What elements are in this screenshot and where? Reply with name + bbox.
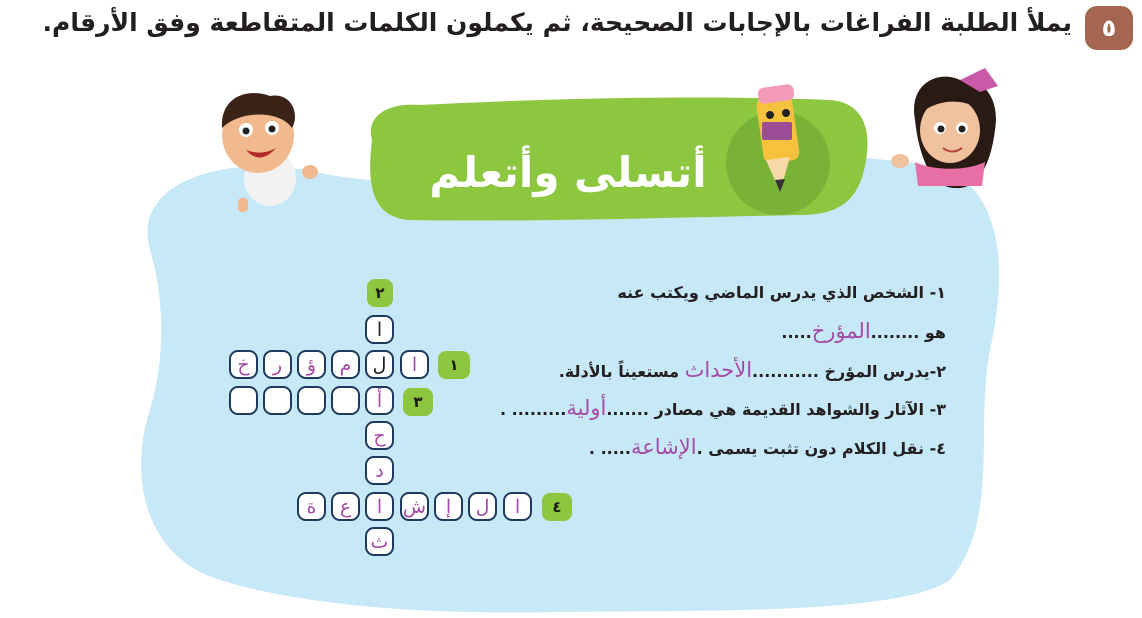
clue-tag-1: ١: [438, 351, 470, 379]
crossword-cell[interactable]: ح: [365, 421, 394, 450]
crossword-cell[interactable]: ؤ: [297, 350, 326, 379]
question-4-dots-before: .: [696, 439, 703, 458]
question-4-prefix: ٤- نقل الكلام دون تثبت يسمى: [708, 439, 946, 458]
question-2: [559, 358, 946, 382]
question-3: [500, 396, 946, 420]
question-3-prefix: ٣- الآثار والشواهد القديمة هي مصادر: [654, 400, 946, 419]
clue-tag-3: ٣: [403, 388, 433, 416]
question-3-dots-after: ......... .: [500, 400, 567, 419]
crossword-cell-empty[interactable]: [331, 386, 360, 415]
question-1-dots-before: ........: [870, 323, 920, 342]
crossword-cell[interactable]: ش: [400, 492, 429, 521]
crossword-cell[interactable]: م: [331, 350, 360, 379]
crossword-cell[interactable]: ر: [263, 350, 292, 379]
crossword-cell[interactable]: إ: [434, 492, 463, 521]
light-blue-cloud: [141, 154, 999, 613]
question-3-dots-before: .......: [606, 400, 649, 419]
question-1-prefix: هو: [924, 323, 946, 342]
crossword-cell[interactable]: خ: [229, 350, 258, 379]
crossword-cell-empty[interactable]: [297, 386, 326, 415]
question-4-answer[interactable]: الإشاعة: [630, 435, 697, 459]
question-2-answer[interactable]: الأحداث: [684, 358, 753, 382]
banner-title: أتسلى وأتعلم: [429, 148, 707, 197]
crossword-cell[interactable]: ة: [297, 492, 326, 521]
exercise-instruction: يملأ الطلبة الفراغات بالإجابات الصحيحة، ثم يكملون الكلمات المتقاطعة وفق الأرقام.: [42, 8, 1072, 37]
question-2-suffix: مستعيناً بالأدلة.: [558, 362, 680, 381]
crossword-cell[interactable]: ا: [365, 315, 394, 344]
question-2-dots: ...........: [752, 362, 819, 381]
crossword-cell[interactable]: ل: [468, 492, 497, 521]
question-4: [589, 435, 946, 459]
crossword-cell[interactable]: أ: [365, 386, 394, 415]
question-1-line-2: [781, 319, 946, 343]
question-1-dots-after: .....: [781, 323, 812, 342]
exercise-number-badge: ٥: [1085, 6, 1133, 50]
question-2-prefix: ٢-يدرس المؤرخ: [824, 362, 946, 381]
crossword-cell-empty[interactable]: [229, 386, 258, 415]
crossword-cell[interactable]: ا: [400, 350, 429, 379]
crossword-cell[interactable]: ل: [365, 350, 394, 379]
crossword-cell[interactable]: ث: [365, 527, 394, 556]
question-4-dots-after: ..... .: [588, 439, 631, 458]
clue-tag-4: ٤: [542, 493, 572, 521]
crossword-cell-empty[interactable]: [263, 386, 292, 415]
question-1-answer[interactable]: المؤرخ: [811, 319, 871, 343]
question-3-answer[interactable]: أولية: [566, 396, 607, 420]
crossword-cell[interactable]: د: [365, 456, 394, 485]
question-1-line-1: [617, 283, 946, 302]
clue-tag-2: ٢: [367, 279, 393, 307]
crossword-cell[interactable]: ا: [365, 492, 394, 521]
question-1-text: ١- الشخص الذي يدرس الماضي ويكتب عنه: [617, 283, 946, 302]
crossword-cell[interactable]: ع: [331, 492, 360, 521]
crossword-cell[interactable]: ا: [503, 492, 532, 521]
